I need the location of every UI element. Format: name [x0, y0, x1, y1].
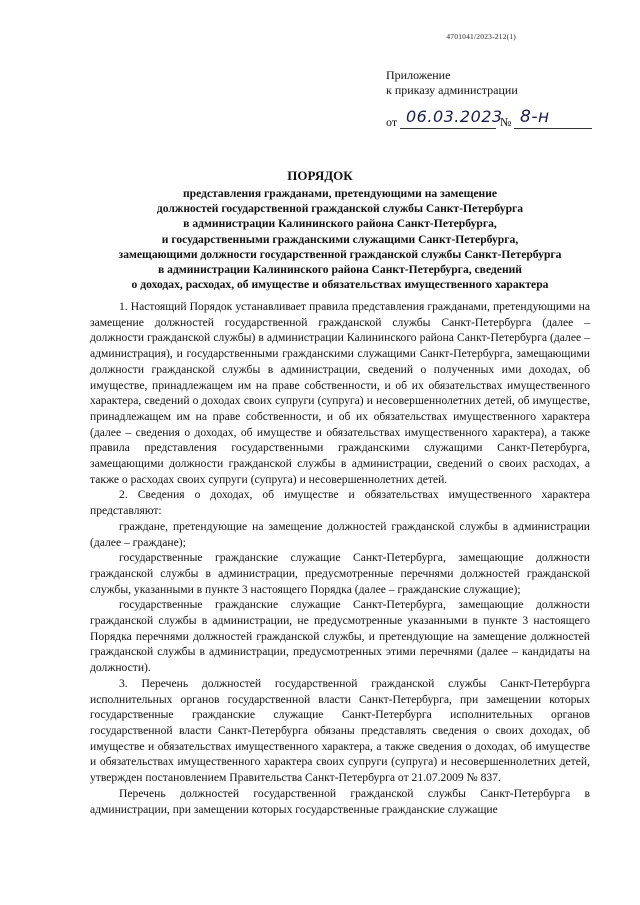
document-body: [90, 299, 590, 817]
subtitle-line: и государственными гражданскими служащими Санкт-Петербурга,: [161, 232, 519, 246]
date-underline: [400, 128, 496, 129]
subtitle-line: в администрации Калининского района Санкт-Петербурга, сведений: [158, 263, 522, 277]
subtitle-line: должностей государственной гражданской службы Санкт-Петербурга: [156, 202, 524, 216]
handwritten-order-number: 8-н: [520, 107, 550, 127]
appendix-reference: к приказу администрации: [386, 83, 518, 97]
document-subtitle: [90, 186, 590, 292]
document-title: ПОРЯДОК: [287, 168, 353, 183]
subtitle-line: о доходах, расходах, об имуществе и обязательствах имущественного характера: [131, 278, 549, 292]
subtitle-line: замещающими должности государственной гражданской службы Санкт-Петербурга: [118, 247, 562, 261]
paragraph-2: 2. Сведения о доходах, об имуществе и обязательствах имущественного характера представляют:: [90, 488, 590, 518]
paragraph-1: 1. Настоящий Порядок устанавливает правила представления гражданами, претендующими на замещение должностей государственной гражданской службы Санкт-Петербурга (далее – должности гражданской службы) в администрации Калининского района Санкт-Петербурга (далее – администрация), и государственными гражданскими служащими Санкт-Петербурга, замещающими должности гражданской службы в администрации, сведений о полученных ими доходах, об имуществе, принадлежащем им на праве собственности, и об их обязательствах имущественного характера, сведений о доходах своих супруги (супруга) и несовершеннолетних детей, об имуществе, принадлежащем им на праве собственности, и об их обязательствах имущественного характера (далее – сведения о доходах, об имуществе и обязательствах имущественного характера), а также правила представления государственными гражданскими служащими Санкт-Петербурга, замещающими должности гражданской службы в администрации, сведений о своих расходах, а также о расходах своих супруги (супруга) и несовершеннолетних детей.: [90, 300, 590, 486]
appendix-block: [386, 68, 518, 98]
subtitle-line: в администрации Калининского района Санкт-Петербурга,: [183, 217, 497, 231]
list-item-candidates: государственные гражданские служащие Санкт-Петербурга, замещающие должности гражданской службы в администрации, не предусмотренные указанными в пункте 3 настоящего Порядка перечнями должностей гражданской службы, и претендующие на замещение должностей гражданской службы в администрации, предусмотренных этими перечнями (далее – кандидаты на должности).: [90, 598, 590, 675]
document-code: 4701041/2023-212(1): [446, 32, 516, 41]
list-item-citizens: граждане, претендующие на замещение должностей гражданской службы в администрации (далее – граждане);: [90, 519, 590, 549]
paragraph-3-continued: Перечень должностей государственной гражданской службы Санкт-Петербурга в администрации, при замещении которых государственные гражданские служащие: [90, 786, 590, 816]
paragraph-3: 3. Перечень должностей государственной гражданской службы Санкт-Петербурга исполнительных органов государственной власти Санкт-Петербурга, при замещении которых государственные гражданские служащие Санкт-Петербурга исполнительных органов государственной власти Санкт-Петербурга обязаны представлять сведения о своих доходах, об имуществе и обязательствах имущественного характера, а также сведения о доходах, об имуществе и обязательствах имущественного характера своих супруги (супруга) и несовершеннолетних детей, утвержден постановлением Правительства Санкт-Петербурга от 21.07.2009 № 837.: [90, 676, 590, 785]
number-underline: [514, 128, 592, 129]
order-number-label: №: [500, 115, 512, 129]
order-reference-line: [386, 109, 591, 129]
subtitle-line: представления гражданами, претендующими на замещение: [182, 187, 498, 200]
list-item-civil-servants: государственные гражданские служащие Санкт-Петербурга, замещающие должности гражданской службы в администрации, предусмотренные перечнями должностей гражданской службы, указанными в пункте 3 настоящего Порядка (далее – гражданские служащие);: [90, 551, 590, 596]
handwritten-order-date: 06.03.2023: [406, 107, 503, 126]
order-from-label: от: [386, 115, 398, 129]
appendix-title: Приложение: [386, 68, 451, 82]
